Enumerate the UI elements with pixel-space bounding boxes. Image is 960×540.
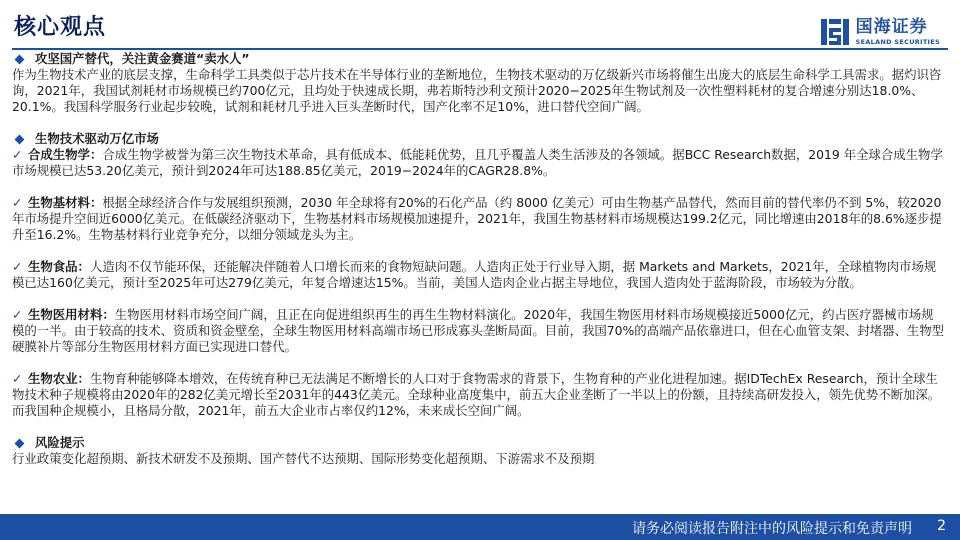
item-text: 人造肉不仅节能环保，还能解决伴随着人口增长而来的食物短缺问题。人造肉正处于行业导入期，据 Markets and Markets，2021年，全球植物肉市场规模已达160亿美元，预计至2025年可达279亿美元，年复合增速达15%。当前，美国人造肉企业占据主导地位，我国人造肉处于蓝海阶段，市场较为分散。 <box>12 259 937 290</box>
footer-disclaimer: 请务必阅读报告附注中的风险提示和免责声明 <box>632 521 912 537</box>
header-divider <box>12 48 948 50</box>
item-text: 合成生物学被誉为第三次生物技术革命，具有低成本、低能耗优势，且几乎覆盖人类生活涉及的各领域。据BCC Research数据，2019 年全球合成生物学市场规模已达53.20亿美元，预计到2024年可达188.85亿美元，2019−2024年的CAGR28.8%。 <box>12 147 943 178</box>
list-item <box>12 147 946 179</box>
logo-chinese-name: 国海证券 <box>855 16 928 37</box>
company-logo <box>820 14 940 50</box>
main-content <box>12 51 946 467</box>
list-item <box>12 195 946 243</box>
section-body: 行业政策变化超预期、新技术研发不及预期、国产替代不达预期、国际形势变化超预期、下游需求不及预期 <box>12 451 595 466</box>
section-heading-market <box>12 131 946 147</box>
diamond-bullet-icon <box>15 134 25 144</box>
item-lead: 生物农业： <box>28 371 90 386</box>
item-text: 生物医用材料市场空间广阔，且正在向促进组织再生的再生生物材料演化。2020年，我国生物医用材料市场规模接近5000亿元，约占医疗器械市场规模的一半。由于较高的技术、资质和资金壁垒，全球生物医用材料高端市场已形成寡头垄断局面。目前，我国70%的高端产品依靠进口，但在心血管支架、封堵器、生物型硬膜补片等部分生物医用材料方面已实现进口替代。 <box>12 307 945 354</box>
section-body: 作为生物技术产业的底层支撑，生命科学工具类似于芯片技术在半导体行业的垄断地位，生物技术驱动的万亿级新兴市场将催生出庞大的底层生命科学工具需求。据灼识咨询，2021年，我国试剂耗材市场规模已约700亿元，且均处于快速成长期，弗若斯特沙利文预计2020−2025年生物试剂及一次性塑料耗材的复合增速分别达18.0%、20.1%。我国科学服务行业起步较晚，试剂和耗材几乎进入巨头垄断时代，国产化率不足10%，进口替代空间广阔。 <box>12 67 942 114</box>
page-number: 2 <box>937 518 946 534</box>
check-icon: ✓ <box>12 147 23 162</box>
item-text: 生物育种能够降本增效，在传统育种已无法满足不断增长的人口对于食物需求的背景下，生物育种的产业化进程加速。据IDTechEx Research，预计全球生物技术种子规模将由2020年的282亿美元增长至2031年的443亿美元。全球种业高度集中，前五大企业垄断了一半以上的份额，且持续高研发投入，领先优势不断加深。而我国种企规模小，且格局分散，2021年，前五大企业市占率仅约12%，未来成长空间广阔。 <box>12 371 941 418</box>
section-heading-text: 风险提示 <box>35 435 85 450</box>
list-item <box>12 371 946 419</box>
check-icon: ✓ <box>12 259 23 274</box>
item-lead: 生物基材料： <box>28 195 103 210</box>
diamond-bullet-icon <box>15 54 25 64</box>
check-icon: ✓ <box>12 195 23 210</box>
item-lead: 合成生物学： <box>28 147 103 162</box>
item-lead: 生物医用材料： <box>28 307 115 322</box>
section-heading-risk <box>12 435 946 451</box>
section-heading-text: 生物技术驱动万亿市场 <box>35 131 159 146</box>
diamond-bullet-icon <box>15 438 25 448</box>
list-item <box>12 307 946 355</box>
check-icon: ✓ <box>12 371 23 386</box>
page-title: 核心观点 <box>14 15 107 40</box>
item-lead: 生物食品： <box>28 259 90 274</box>
logo-english-name: SEALAND SECURITIES <box>855 37 940 46</box>
check-icon: ✓ <box>12 307 23 322</box>
list-item <box>12 259 946 291</box>
section-heading-substitution <box>12 51 946 67</box>
footer-bar <box>0 514 960 540</box>
sealand-logo-icon <box>820 17 850 47</box>
section-heading-text: 攻坚国产替代，关注黄金赛道“卖水人” <box>35 51 250 66</box>
item-text: 根据全球经济合作与发展组织预测，2030 年全球将有20%的石化产品（约 8000 亿美元）可由生物基产品替代，然而目前的替代率仍不到 5%，较2020年市场提升空间近6000亿美元。在低碳经济驱动下，生物基材料市场规模加速提升，2021年，我国生物基材料市场规模达199.2亿元，同比增速由2018年的8.6%逐步提升至16.2%。生物基材料行业竞争充分，以细分领域龙头为主。 <box>12 195 942 242</box>
